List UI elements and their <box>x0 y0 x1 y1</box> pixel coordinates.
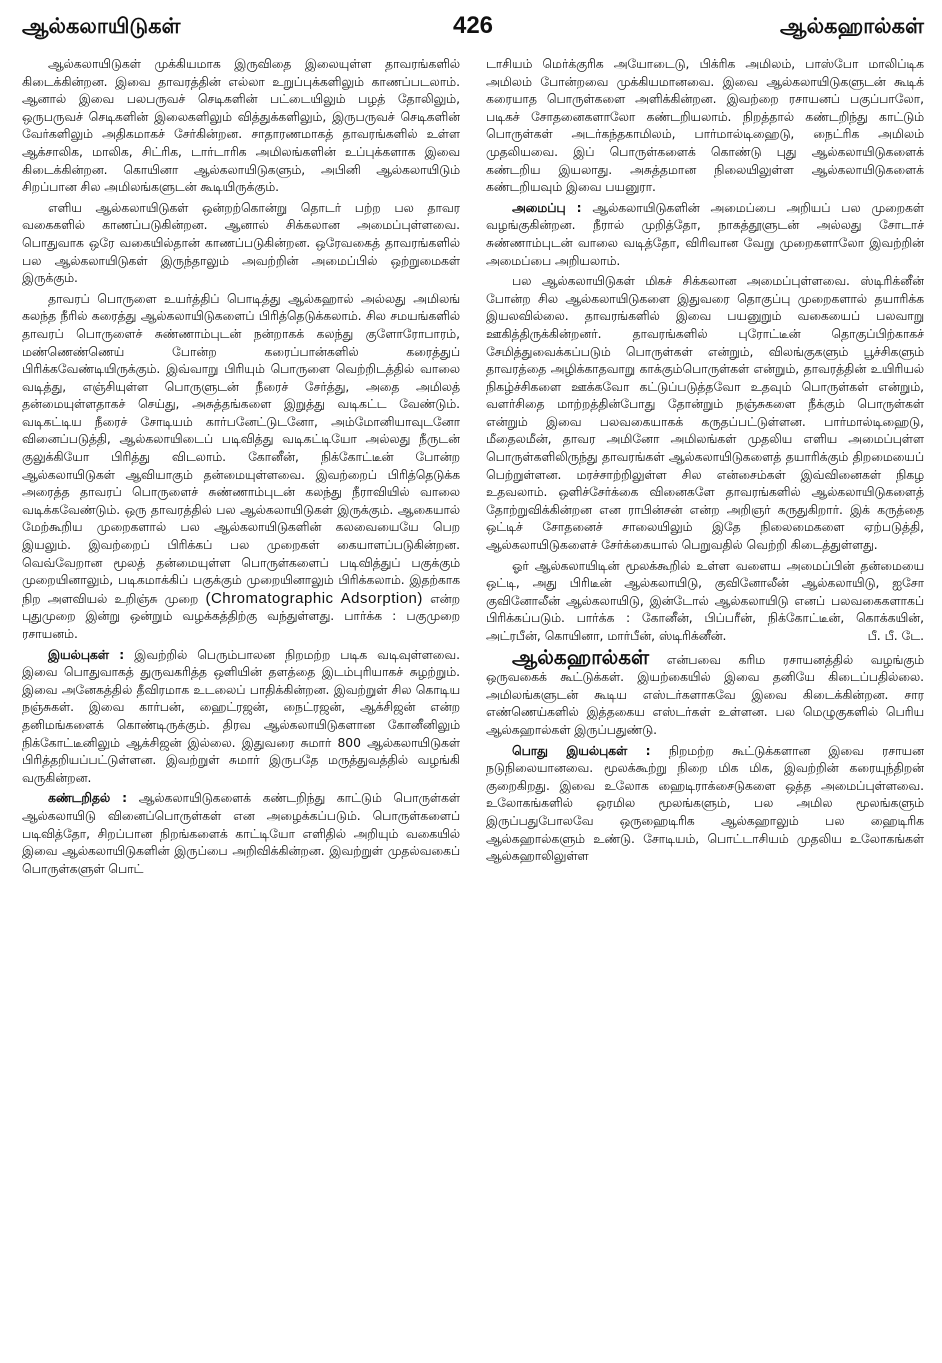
text-columns <box>22 56 924 881</box>
paragraph-text: ஓர் ஆல்கலாயிடின் மூலக்கூறில் உள்ள வளைய அமைப்பின் தன்மையை ஒட்டி, அது பிரிடீன் ஆல்கலாயிடு, குவினோலீன் ஆல்கலாயிடு, ஐசோ குவினோலீன் ஆல்கலாயிடு, இன்டோல் ஆல்கலாயிடு எனப் பலவகைகளாகப் பிரிக்கப்படும். பார்க்க : கோனீன், பிப்பரீன், நிக்கோட்டீன், கொக்கயின், அட்ரபீன், கொயினா, மார்பீன், ஸ்டிரிக்னீன். <box>486 558 924 643</box>
paragraph <box>486 644 924 740</box>
paragraph-text: ஆல்கலாயிடுகளைக் கண்டறிந்து காட்டும் பொருள்கள் ஆல்கலாயிடு வினைப்பொருள்கள் என அழைக்கப்படும். பொருள்களைப் படிவித்தோ, சிறப்பான நிறங்களைக் காட்டியோ எளிதில் அறியும் வகையில் இவை ஆல்கலாயிடுகளின் இருப்பை அறிவிக்கின்றன. இவற்றுள் முதல்வகைப் பொருள்களுள் பொட் <box>22 791 460 876</box>
entry-title: ஆல்கஹால்கள் <box>512 644 650 669</box>
paragraph-text: இவற்றில் பெரும்பாலன நிறமற்ற படிக வடிவுள்ளவை. இவை பொதுவாகத் துருவகரித்த ஒளியின் தளத்தை இடம்புரியாகச் சுழற்றும். இவை அனேகத்தில் தீவிரமாக உடலைப் பாதிக்கின்றன. இவற்றுள் சில கொடிய நஞ்சுகள். இவை கார்பன், ஹைட்ரஜன், நைட்ரஜன், ஆக்சிஜன் என்ற தனிமங்களைக் கொண்டிருக்கும். திரவ ஆல்கலாயிடுகளான கோனீனிலும் நிக்கோட்டீனிலும் ஆக்சிஜன் இல்லை. இதுவரை சுமார் 800 ஆல்கலாயிடுகள் பிரித்தறியப்பட்டுள்ளன. இவற்றுள் சுமார் இருபதே மருத்துவத்தில் வழங்கி வருகின்றன. <box>22 647 460 785</box>
paragraph <box>22 790 460 878</box>
paragraph: பல ஆல்கலாயிடுகள் மிகச் சிக்கலான அமைப்புள்ளவை. ஸ்டிரிக்னீன் போன்ற சில ஆல்கலாயிடுகளை இதுவரை தொகுப்பு முறைகளால் தயாரிக்க இயலவில்லை. தாவரங்களில் இவை பயனுறும் வகையைப் பலவாறு ஊகித்திருக்கின்றனர். தாவரங்களில் புரோட்டீன் தொகுப்பிற்காகச் சேமித்துவைக்கப்படும் பொருள்கள் என்றும், விலங்குகளும் பூச்சிகளும் தாவரத்தை அழிக்காதவாறு காக்கும்பொருள்கள் என்றும், தாவரத்தின் உயிரியல் நிகழ்ச்சிகளை ஊக்கவோ கட்டுப்படுத்தவோ உதவும் பொருள்கள் என்றும், வளர்சிதை மாற்றத்தின்போது தோன்றும் நஞ்சுகளை நீக்கும் பொருள்கள் என்றும் இவை பலவகையாகக் கருதப்பட்டுள்ளன. பார்மால்டிஹைடு, மீதைலமீன், தாவர அமினோ அமிலங்கள் முதலிய எளிய அமைப்புள்ள பொருள்களிலிருந்து தாவரங்கள் ஆல்கலாயிடுகளைத் தயாரிக்கும் திறமையைப் பெற்றுள்ளன. மரச்சாற்றிலுள்ள சில என்சைம்கள் இவ்வினைகள் நிகழ உதவலாம். ஒளிச்சேர்க்கை வினைகளே தாவரங்களில் ஆல்கலாயிடுகளைத் தோற்றுவிக்கின்றன என ராபின்சன் என்ற அறிஞர் கருதுகிறார். இக் கருத்தை ஒட்டிச் சோதனைச் சாலையிலும் இதே நிலைமைகளை ஏற்படுத்தி, ஆல்கலாயிடுகளைச் சேர்க்கையால் பெறுவதில் வெற்றி கிடைத்துள்ளது. <box>486 274 924 553</box>
paragraph <box>486 558 924 646</box>
latin-term: (Chromatographic Adsorption) <box>205 589 423 607</box>
subheading: பொது இயல்புகள் : <box>512 743 651 758</box>
paragraph-text: நிறமற்ற கூட்டுக்களான இவை ரசாயன நடுநிலையானவை. மூலக்கூற்று நிறை மிக மிக, இவற்றின் கரையுந்திறன் குறைகிறது. இவை உலோக ஹைடிராக்சைடுகளை ஒத்த அமைப்புள்ளவை. உலோகங்களில் ஒரமில மூலங்களும், பல அமில மூலங்களும் இருப்பதுபோலவே ஒருஹைடிரிக ஆல்கஹாலும் பல ஹைடிரிக ஆல்கஹால்களும் உண்டு. சோடியம், பொட்டாசியம் முதலிய உலோகங்கள் ஆல்கஹாலிலுள்ள <box>486 743 924 864</box>
running-head-right: ஆல்கஹால்கள் <box>780 14 924 38</box>
paragraph: எளிய ஆல்கலாயிடுகள் ஒன்றற்கொன்று தொடர் பற்ற பல தாவர வகைகளில் காணப்படுகின்றன. ஆனால் சிக்கலான அமைப்புள்ளவை. பொதுவாக ஒரே வகையில்தான் காணப்படுகின்றன. ஒரேவகைத் தாவரங்களில் பல ஆல்கலாயிடுகள் இருந்தாலும் அவற்றின் அமைப்பில் ஒற்றுமைகள் இருக்கும். <box>22 200 460 286</box>
paragraph-text: என்ற புதுமுறை இன்று ஒன்றும் வழக்கத்திற்கு வந்துள்ளது. பார்க்க : பகுமுறை ரசாயனம். <box>22 591 460 641</box>
page-header <box>22 14 924 48</box>
left-column <box>22 56 460 881</box>
page-number: 426 <box>452 12 494 39</box>
paragraph-text: ஆல்கலாயிடுகளின் அமைப்பை அறியப் பல முறைகள் வழங்குகின்றன. நீரால் முறித்தோ, நாகத்தூளுடன் அல்லது சோடாச் சுண்ணாம்புடன் வாலை வடித்தோ, விரிவான வேறு முறைகளாலோ இவற்றின் அமைப்பை அறியலாம். <box>486 200 924 268</box>
subheading: அமைப்பு : <box>512 200 582 215</box>
paragraph-text: என்பவை கரிம ரசாயனத்தில் வழங்கும் ஒருவகைக் கூட்டுக்கள். இயற்கையில் இவை தனியே கிடைப்பதில்லை. அமிலங்களுடன் கூடிய எஸ்டர்களாகவே இவை கிடைக்கின்றன. சார எண்ணெய்களில் இத்தகைய எஸ்டர்கள் உள்ளன. பல மெழுகுகளில் பெரிய ஆல்கஹால்கள் இருப்பதுண்டு. <box>486 652 924 737</box>
paragraph <box>22 647 460 788</box>
author-signature: பீ. பீ. டே. <box>867 629 924 643</box>
paragraph-text: தாவரப் பொருளை உயர்த்திப் பொடித்து ஆல்கஹால் அல்லது அமிலங் கலந்த நீரில் கரைத்து ஆல்கலாயிடுகளைப் பிரித்தெடுக்கலாம். சில சமயங்களில் தாவரப் பொருளைச் சுண்ணாம்புடன் நன்றாகக் கலந்து குளோரோபாரம், மண்ணெண்ணெய் போன்ற கரைப்பான்களில் கரைத்துப் பிரிக்கவேண்டியிருக்கும். இவ்வாறு பிரியும் பொருளை வெற்றிடத்தில் வாலை வடித்து, எஞ்சியுள்ள பொருளுடன் நீரைச் சேர்த்து, அதை அமிலத் தன்மையுள்ளதாகச் செய்து, அசுத்தங்களை இறுத்து வடிகட்ட வேண்டும். வடிகட்டிய நீரைச் சோடியம் கார்பனேட்டுடனோ, அம்மோனியாவுடனோ வினைப்படுத்தி, ஆல்கலாயிடைப் படிவித்து வடிகட்டியோ அல்லது நீருடன் குலுக்கியோ பிரித்து விடலாம். கோனீன், நிக்கோட்டீன் போன்ற ஆல்கலாயிடுகள் ஆவியாகும் தன்மையுள்ளவை. இவற்றைப் பிரித்தெடுக்க அரைத்த தாவரப் பொருளைச் சுண்ணாம்புடன் கலந்து நீராவியில் வாலை வடிக்கவேண்டும். ஒரு தாவரத்தில் பல ஆல்கலாயிடுகள் இருக்கும். ஆகையால் மேற்கூறிய முறைகளால் பல ஆல்கலாயிடுகளின் கலவையையே பெற இயலும். இவற்றைப் பிரிக்கப் பல முறைகள் கையாளப்படுகின்றன. வெவ்வேறான மூலத் தன்மையுள்ள பொருள்களைப் படிவித்துப் பகுக்கும் முறையினாலும், படிகமாக்கிப் பகுக்கும் முறையினாலும் பிரிக்கலாம். இதற்காக நிற அளவியல் உறிஞ்சு முறை <box>22 291 460 606</box>
running-head-left: ஆல்கலாயிடுகள் <box>22 14 181 38</box>
subheading: கண்டறிதல் : <box>48 791 128 806</box>
paragraph: டாசியம் மெர்க்குரிக அயோடைடு, பிக்ரிக அமிலம், பாஸ்போ மாலிப்டிக அமிலம் போன்றவை முக்கியமானவை. இவை ஆல்கலாயிடுகளுடன் கூடிக் கரையாத பொருள்களை அளிக்கின்றன. இவற்றை ரசாயனப் பகுப்பாலோ, படிகச் சோதனைகளாலோ கண்டறியலாம். நிறத்தால் கண்டறிந்து காட்டும் பொருள்கள் அடர்கந்தகாமிலம், பார்மால்டிஹைடு, நைட்ரிக அமிலம் முதலியவை. இப் பொருள்களைக் கொண்டு புது ஆல்கலாயிடுகளைக் கண்டறிய இயலாது. அசுத்தமான நிலையிலுள்ள ஆல்கலாயிடுகளைக் கண்டறியவும் இவை பயனுரா. <box>486 57 924 195</box>
paragraph: ஆல்கலாயிடுகள் முக்கியமாக இருவிதை இலையுள்ள தாவரங்களில் கிடைக்கின்றன. இவை தாவரத்தின் எல்லா உறுப்புக்களிலும் காணப்படலாம். ஆனால் இவை பலபருவச் செடிகளின் பட்டையிலும் பழத் தோலிலும், ஒருபருவச் செடிகளின் இலைகளிலும் வித்துக்களிலும், இருபருவச் செடிகளின் வேர்களிலும் அதிகமாகச் சேர்கின்றன. சாதாரணமாகத் தாவரங்களில் உள்ள ஆக்சாலிக, மாலிக, சிட்ரிக, டார்டாரிக அமிலங்களின் உப்புக்களாக இவை கிடைக்கின்றன. கொயினா ஆல்கலாயிடுகளும், அபினி ஆல்கலாயிடும் சிறப்பான சில அமிலங்களுடன் கூடியிருக்கும். <box>22 57 460 195</box>
paragraph <box>486 743 924 866</box>
paragraph <box>486 200 924 270</box>
right-column <box>486 56 924 881</box>
paragraph <box>22 291 460 644</box>
subheading: இயல்புகள் : <box>48 647 125 662</box>
